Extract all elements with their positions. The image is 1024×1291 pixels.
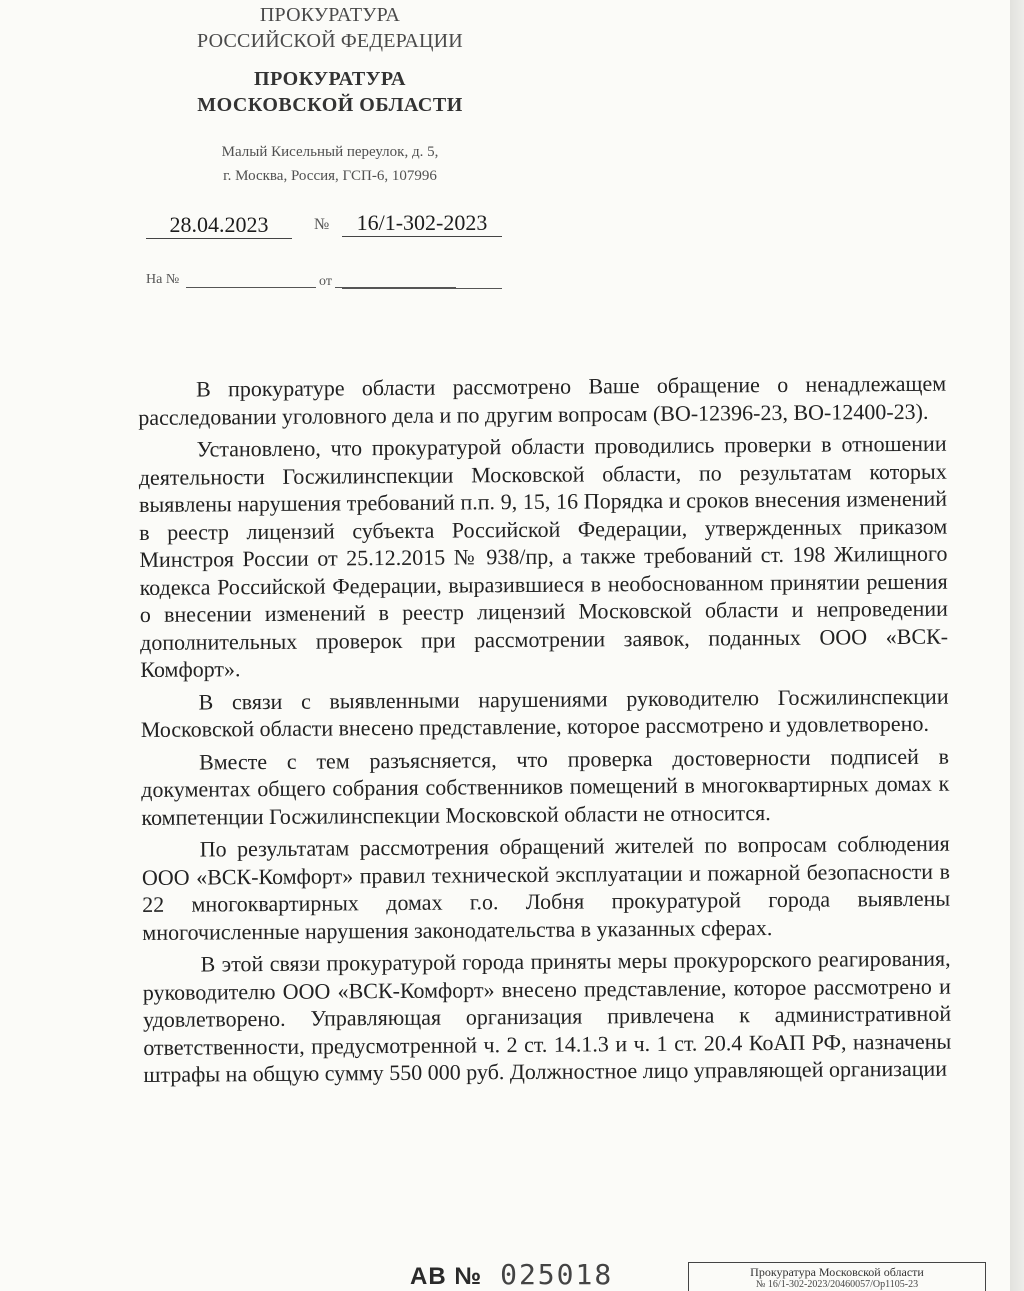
body-paragraph: По результатам рассмотрения обращений жителей по вопросам соблюдения ООО «ВСК-Комфорт» правил технической эксплуатации и пожарной безопасности в 22 многоквартирных домах г.о. Лобня прокуратурой города выявлены многочисленные нарушения законодательства в указанных сферах.: [141, 830, 951, 945]
registration-date: 28.04.2023: [146, 212, 292, 239]
registration-number-sign: №: [314, 216, 330, 233]
org-name-line1: ПРОКУРАТУРА: [259, 4, 401, 26]
stamp-reference: № 16/1-302-2023/20460057/Ор1105-23: [755, 1279, 919, 1290]
registration-stamp: [688, 1262, 986, 1291]
body-paragraph: В этой связи прокуратурой города приняты меры прокурорского реагирования, руководителю ООО «ВСК-Комфорт» внесено представление, которое рассмотрено и удовлетворено. Управляющая организация привлечена к административной ответственности, предусмотренной ч. 2 ст. 14.1.3 и ч. 1 ст. 20.4 КоАП РФ, назначены штрафы на общую сумму 550 000 руб. Должностное лицо управляющей организации: [142, 945, 952, 1087]
reply-date-label: от: [316, 274, 335, 290]
address-line1: Малый Кисельный переулок, д. 5,: [221, 144, 439, 160]
letterhead-address: [120, 140, 540, 188]
reply-number-label: На №: [146, 272, 180, 287]
letterhead-suborganization: [120, 66, 540, 118]
registration-number: 16/1-302-2023: [342, 210, 502, 237]
body-paragraph: В прокуратуре области рассмотрено Ваше обращение о ненадлежащем расследовании уголовного дела и по другим вопросам (ВО-12396-23, ВО-12400-23).: [138, 370, 947, 430]
suborg-name-line2: МОСКОВСКОЙ ОБЛАСТИ: [197, 94, 463, 116]
serial-prefix: АВ №: [410, 1263, 483, 1290]
page-edge-shadow: [1010, 0, 1024, 1291]
org-name-line2: РОССИЙСКОЙ ФЕДЕРАЦИИ: [197, 30, 463, 52]
body-paragraph: Установлено, что прокуратурой области проводились проверки в отношении деятельности Госжилинспекции Московской области, по результатам которых выявлены нарушения требований п.п. 9, 15, 16 Порядка и сроков внесения изменений в реестр лицензий субъекта Российской Федерации, утвержденных приказом Минстроя России от 25.12.2015 № 938/пр, а также требований ст. 198 Жилищного кодекса Российской Федерации, выразившиеся в необоснованном принятии решения о внесении изменений в реестр лицензий Московской области и непроведении дополнительных проверок при рассмотрении заявок, поданных ООО «ВСК-Комфорт».: [138, 430, 949, 682]
letter-body: [138, 370, 952, 1094]
registration-line: [146, 212, 506, 242]
form-serial: [410, 1258, 614, 1291]
body-paragraph: Вместе с тем разъясняется, что проверка достоверности подписей в документах общего собрания собственников помещений в многоквартирных домах к компетенции Госжилинспекции Московской области не относится.: [141, 743, 950, 830]
body-paragraph: В связи с выявленными нарушениями руководителю Госжилинспекции Московской области внесено представление, которое рассмотрено и удовлетворено.: [140, 683, 949, 742]
serial-number: 025018: [500, 1258, 614, 1291]
suborg-name-line1: ПРОКУРАТУРА: [254, 68, 406, 90]
reply-date-blank: [342, 288, 502, 289]
letterhead-organization: [120, 2, 540, 54]
reply-reference: [146, 270, 506, 292]
address-line2: г. Москва, Россия, ГСП-6, 107996: [223, 168, 437, 184]
stamp-organization: Прокуратура Московской области: [750, 1265, 924, 1279]
